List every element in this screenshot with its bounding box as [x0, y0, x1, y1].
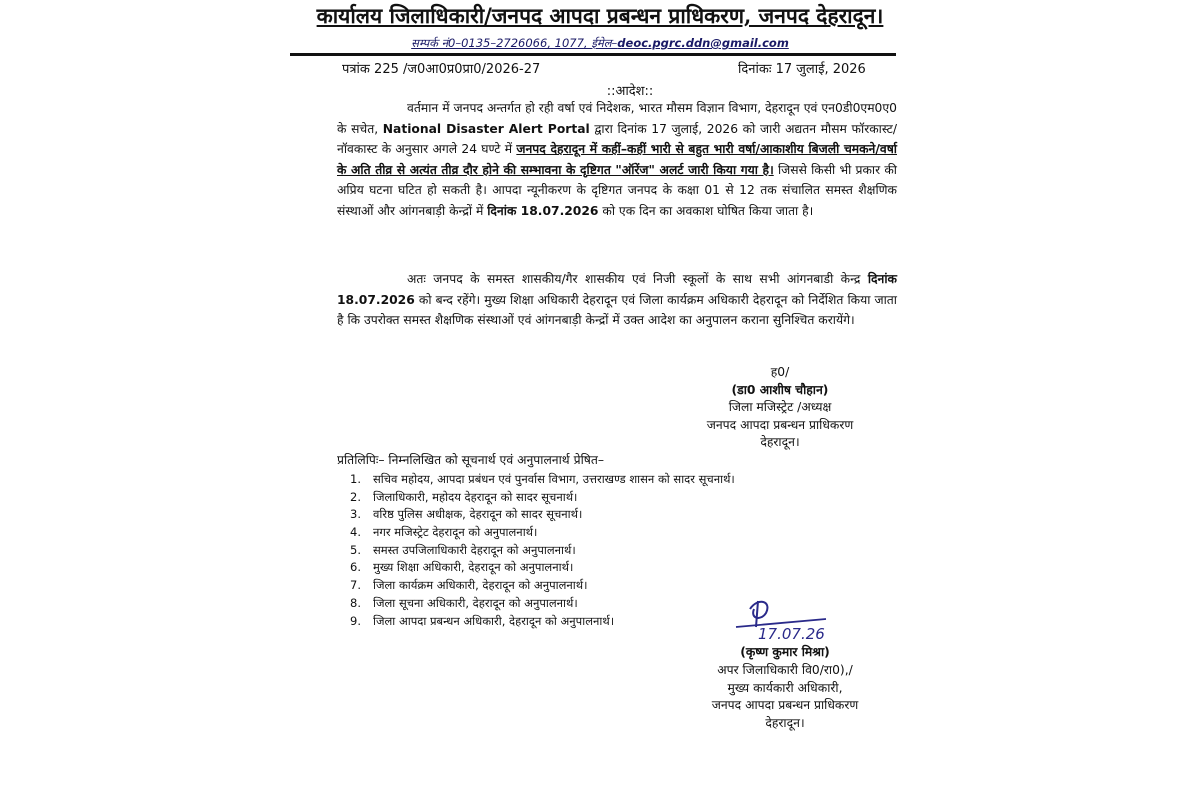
item-number: 5.: [350, 542, 361, 557]
para1-text-d: को एक दिन का अवकाश घोषित किया जाता है।: [598, 203, 814, 218]
list-item: [350, 595, 735, 613]
issue-date: दिनांकः 17 जुलाई, 2026: [738, 62, 866, 77]
list-item: [350, 613, 735, 631]
item-text: वरिष्ठ पुलिस अधीक्षक, देहरादून को सादर सूचनार्थ।: [373, 507, 583, 522]
item-text: जिला कार्यक्रम अधिकारी, देहरादून को अनुपालनार्थ।: [373, 578, 588, 593]
item-text: समस्त उपजिलाधिकारी देहरादून को अनुपालनार्थ।: [373, 542, 576, 557]
signatory-office: जनपद आपदा प्रबन्धन प्राधिकरण: [706, 417, 854, 432]
item-number: 8.: [350, 595, 361, 610]
para2-closure-date: दिनांक 18.07.2026: [337, 272, 897, 307]
signatory-place: देहरादून।: [760, 435, 800, 449]
item-number: 6.: [350, 560, 361, 575]
copy-to-list: [350, 471, 735, 630]
order-heading: ::आदेश::: [606, 84, 654, 99]
list-item: [350, 559, 735, 577]
order-paragraph-1: [337, 98, 897, 221]
signatory-role: मुख्य कार्यकारी अधिकारी,: [727, 680, 843, 695]
item-text: मुख्य शिक्षा अधिकारी, देहरादून को अनुपालनार्थ।: [373, 560, 574, 575]
para2-text-a: अतः जनपद के समस्त शासकीय/गैर शासकीय एवं निजी स्कूलों के साथ सभी आंगनबाडी केन्द्र: [407, 272, 868, 286]
signatory-designation: अपर जिलाधिकारी वि0/रा0),/: [717, 662, 853, 677]
para1-text-b: द्वारा दिनांक 17 जुलाई, 2026 को जारी अद्यतन मौसम फॉरकास्ट/नॉवकास्ट के अनुसार अगले 24 घण्टे में: [337, 121, 897, 156]
copy-to-heading: प्रतिलिपिः– निम्नलिखित को सूचनार्थ एवं अनुपालनार्थ प्रेषित–: [337, 453, 605, 467]
para1-alert-statement: जनपद देहरादून में कहीं–कहीं भारी से बहुत भारी वर्षा/आकाशीय बिजली चमकने/वर्षा के अति तीव्र से अत्यंत तीव्र दौर होने की सम्भावना के दृष्टिगत "ऑरेंज" अलर्ट जारी किया गया है।: [337, 142, 897, 177]
item-number: 4.: [350, 525, 361, 540]
item-number: 9.: [350, 613, 361, 628]
order-paragraph-2: [337, 269, 897, 331]
item-number: 1.: [350, 472, 361, 486]
header-divider: [290, 53, 896, 56]
para1-text-c: जिससे किसी भी प्रकार की अप्रिय घटना घटित हो सकती है। आपदा न्यूनीकरण के दृष्टिगत जनपद के कक्षा 01 से 12 तक संचालित समस्त शैक्षणिक संस्थाओं और आंगनबाड़ी केन्द्रों में: [337, 162, 897, 218]
signed-mark: ह0/: [770, 365, 790, 379]
office-header-title: कार्यालय जिलाधिकारी/जनपद आपदा प्रबन्धन प्राधिकरण, जनपद देहरादून।: [316, 3, 884, 28]
para1-portal-name: National Disaster Alert Portal: [382, 121, 590, 136]
signatory-block-adm: [660, 644, 910, 733]
signatory-name: (कृष्ण कुमार मिश्रा): [740, 645, 830, 659]
list-item: [350, 506, 735, 524]
signatory-office: जनपद आपदा प्रबन्धन प्राधिकरण: [711, 698, 859, 713]
signatory-designation: जिला मजिस्ट्रेट /अध्यक्ष: [728, 400, 832, 414]
list-item: [350, 524, 735, 542]
reference-number: पत्रांक 225 /ज0आ0प्र0प्रा0/2026-27: [342, 62, 541, 77]
item-text: सचिव महोदय, आपदा प्रबंधन एवं पुनर्वास विभाग, उत्तराखण्ड शासन को सादर सूचनार्थ।: [373, 472, 735, 486]
item-text: जिला सूचना अधिकारी, देहरादून को अनुपालनार्थ।: [373, 595, 578, 610]
list-item: [350, 577, 735, 595]
signatory-name: (डा0 आशीष चौहान): [731, 382, 829, 397]
item-number: 3.: [350, 507, 361, 522]
item-number: 7.: [350, 578, 361, 593]
list-item: [350, 471, 735, 489]
contact-email: deoc.pgrc.ddn@gmail.com: [617, 36, 789, 50]
para1-text-a: वर्तमान में जनपद अन्तर्गत हो रही वर्षा एवं निदेशक, भारत मौसम विज्ञान विभाग, देहरादून एवं एन0डी0एम0ए0 के सचेत,: [337, 101, 897, 136]
item-text: जिलाधिकारी, महोदय देहरादून को सादर सूचनार्थ।: [373, 489, 578, 504]
handwritten-date: 17.07.26: [758, 625, 825, 643]
office-contact-line: [280, 36, 920, 51]
handwritten-signature-icon: [728, 597, 848, 647]
item-number: 2.: [350, 489, 361, 504]
signatory-block-dm: [640, 364, 920, 452]
item-text: नगर मजिस्ट्रेट देहरादून को अनुपालनार्थ।: [373, 525, 538, 540]
contact-text: सम्पर्क नं0–0135–2726066, 1077, ईमेल–: [411, 36, 618, 50]
list-item: [350, 542, 735, 560]
para2-text-b: को बन्द रहेंगे। मुख्य शिक्षा अधिकारी देहरादून एवं जिला कार्यक्रम अधिकारी देहरादून को निर्देशित किया जाता है कि उपरोक्त समस्त शैक्षणिक संस्थाओं एवं आंगनबाड़ी केन्द्रों में उक्त आदेश का अनुपालन कराना सुनिश्चित करायेंगे।: [337, 292, 897, 327]
signatory-place: देहरादून।: [765, 716, 805, 731]
list-item: [350, 489, 735, 507]
item-text: जिला आपदा प्रबन्धन अधिकारी, देहरादून को अनुपालनार्थ।: [373, 613, 615, 628]
para1-holiday-date: दिनांक 18.07.2026: [487, 203, 599, 218]
